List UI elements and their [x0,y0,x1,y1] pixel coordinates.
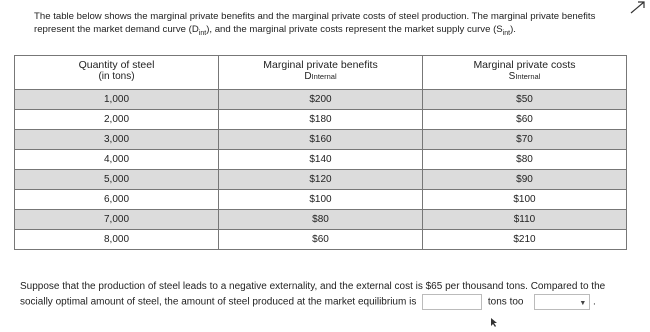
intro-line-1: The table below shows the marginal private benefits and the marginal private costs of steel production. The marginal private benefits [34,11,596,22]
mpb-cell: $200 [219,90,423,110]
intro-line-2a: represent the market demand curve (D [34,24,199,35]
mpb-cell: $100 [219,190,423,210]
question-text [20,280,630,310]
chevron-down-icon: ▼ [579,300,587,307]
mpb-cell: $160 [219,130,423,150]
mpb-cell: $180 [219,110,423,130]
mpc-cell: $80 [423,150,627,170]
header-mpb: Marginal private benefits DInternal [219,56,423,90]
answer-input[interactable] [422,294,482,310]
intro-text [34,10,624,40]
qty-cell: 7,000 [15,210,219,230]
question-line-2: socially optimal amount of steel, the amount of steel produced at the market equilibrium is [20,296,417,308]
table-row [15,110,627,130]
mpc-cell: $110 [423,210,627,230]
qty-cell: 8,000 [15,230,219,250]
table-row [15,190,627,210]
qty-cell: 5,000 [15,170,219,190]
table-row [15,130,627,150]
table-row [15,210,627,230]
intro-line-2b: ), and the marginal private costs represent the market supply curve (S [206,24,503,35]
question-end: . [593,296,596,308]
table-row [15,90,627,110]
arrow-icon [630,0,646,14]
header-quantity: Quantity of steel (in tons) [15,56,219,90]
qty-cell: 4,000 [15,150,219,170]
mpc-cell: $90 [423,170,627,190]
intro-line-2c: ). [510,24,516,35]
table-row [15,170,627,190]
header-mpc: Marginal private costs SInternal [423,56,627,90]
mouse-cursor-icon [490,314,498,324]
mpb-cell: $60 [219,230,423,250]
mpb-cell: $80 [219,210,423,230]
table-row [15,230,627,250]
direction-select[interactable] [534,294,590,310]
table-header-row [15,56,627,90]
mpc-cell: $210 [423,230,627,250]
mpb-cell: $140 [219,150,423,170]
qty-cell: 6,000 [15,190,219,210]
mpc-cell: $100 [423,190,627,210]
question-line-1: Suppose that the production of steel leads to a negative externality, and the external cost is $65 per thousand tons. Compared to the [20,281,606,292]
mpc-cell: $60 [423,110,627,130]
steel-table [14,55,627,250]
mpc-cell: $50 [423,90,627,110]
intro-sub-2: int [502,29,511,37]
mpc-cell: $70 [423,130,627,150]
mpb-cell: $120 [219,170,423,190]
tons-label: tons too [487,296,524,308]
qty-cell: 2,000 [15,110,219,130]
qty-cell: 3,000 [15,130,219,150]
intro-sub-1: int [198,29,207,37]
table-row [15,150,627,170]
qty-cell: 1,000 [15,90,219,110]
